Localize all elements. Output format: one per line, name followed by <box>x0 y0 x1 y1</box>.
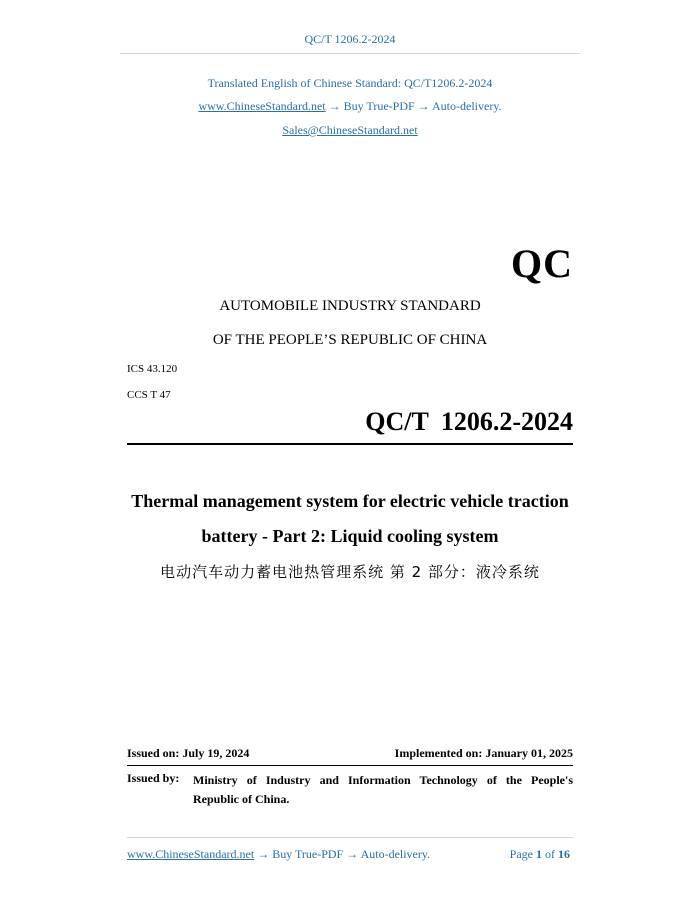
ccs-code: CCS T 47 <box>127 389 171 401</box>
header-divider <box>120 53 580 54</box>
issuer-label: Issued by: <box>127 771 180 785</box>
title-chinese: 电动汽车动力蓄电池热管理系统 第 2 部分：液冷系统 <box>160 563 540 581</box>
page-indicator <box>510 847 570 862</box>
purchase-text: → Buy True-PDF → Auto-delivery. <box>325 99 502 113</box>
website-link[interactable]: www.ChineseStandard.net <box>198 99 326 113</box>
ics-code: ICS 43.120 <box>127 363 178 375</box>
email-line <box>0 123 700 138</box>
purchase-line <box>0 99 700 114</box>
page-total: 16 <box>558 847 570 861</box>
issuer-name: Ministry of Industry and Information Technology of the People's Republic of China. <box>193 773 573 806</box>
standard-number-divider <box>127 443 573 445</box>
page-current: 1 <box>536 847 542 861</box>
footer-purchase-text: → Buy True-PDF → Auto-delivery. <box>254 847 431 861</box>
standard-number: QC/T 1206.2-2024 <box>365 407 573 436</box>
title-english-line-1: Thermal management system for electric vehicle traction <box>131 491 569 511</box>
page-label: Page <box>509 847 533 861</box>
standard-mark: QC <box>511 241 573 286</box>
issued-date: Issued on: July 19, 2024 <box>127 746 250 760</box>
dates-divider <box>127 765 573 766</box>
footer-divider <box>127 837 573 838</box>
page-header-code: QC/T 1206.2-2024 <box>304 32 396 46</box>
email-link[interactable]: Sales@ChineseStandard.net <box>282 123 418 137</box>
implemented-date: Implemented on: January 01, 2025 <box>394 746 573 760</box>
page-of: of <box>545 847 555 861</box>
org-line-1: AUTOMOBILE INDUSTRY STANDARD <box>219 298 481 314</box>
footer-website-link[interactable]: www.ChineseStandard.net <box>127 847 255 861</box>
translation-notice: Translated English of Chinese Standard: QC/T1206.2-2024 <box>207 76 493 90</box>
title-english-line-2: battery - Part 2: Liquid cooling system <box>201 526 499 546</box>
org-line-2: OF THE PEOPLE’S REPUBLIC OF CHINA <box>212 332 488 348</box>
footer-purchase-line <box>127 847 430 862</box>
